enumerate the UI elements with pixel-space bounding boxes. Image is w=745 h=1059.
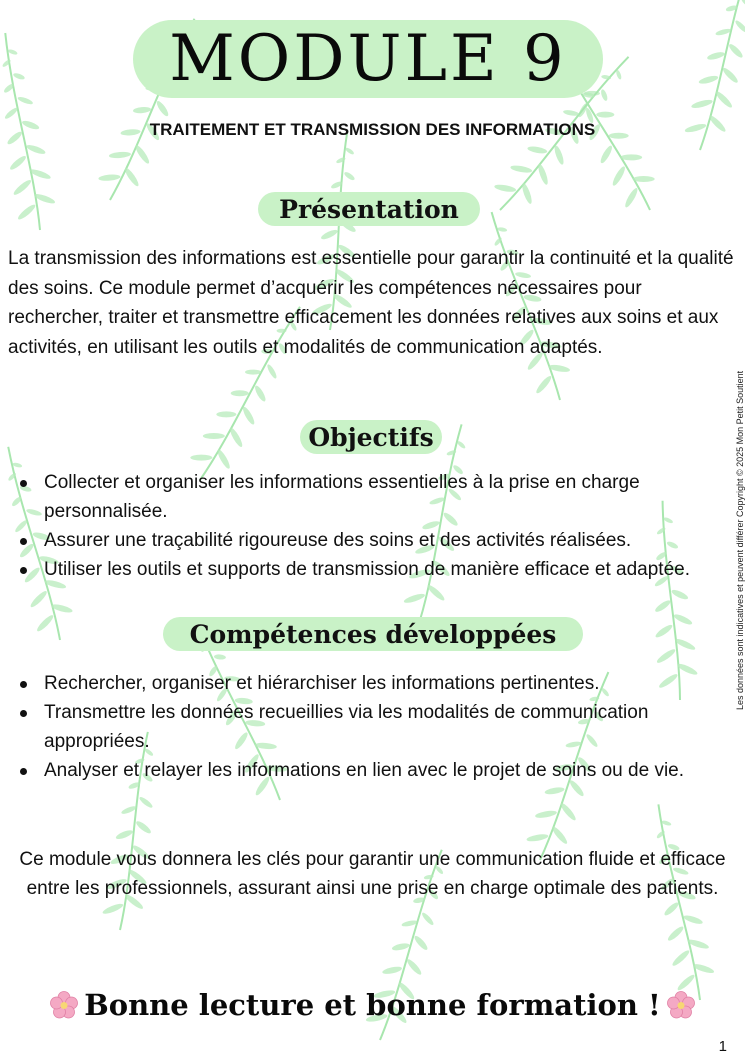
farewell-text: Bonne lecture et bonne formation ! <box>84 988 661 1022</box>
bullet-icon <box>20 567 27 574</box>
page-number: 1 <box>718 1038 727 1055</box>
competences-heading <box>163 617 583 651</box>
flower-icon <box>50 991 78 1019</box>
flower-icon <box>667 991 695 1019</box>
objectifs-heading <box>300 420 442 454</box>
module-title-pill <box>133 20 603 98</box>
bullet-icon <box>20 681 27 688</box>
list-item: Utiliser les outils et supports de transmission de manière efficace et adaptée. <box>0 555 730 584</box>
bullet-icon <box>20 768 27 775</box>
module-title: MODULE 9 <box>169 22 567 96</box>
bullet-icon <box>20 538 27 545</box>
bullet-icon <box>20 710 27 717</box>
copyright-notice: Les données sont indicatives et peuvent différer Copyright © 2025 Mon Petit Soutient <box>735 370 745 710</box>
closing-text: Ce module vous donnera les clés pour garantir une communication fluide et efficace entre les professionnels, assurant ainsi une prise en charge optimale des patients. <box>19 849 726 899</box>
presentation-heading-text: Présentation <box>279 194 459 224</box>
module-subtitle: TRAITEMENT ET TRANSMISSION DES INFORMATIONS <box>149 120 596 139</box>
competences-list <box>0 669 730 785</box>
competences-heading-text: Compétences développées <box>189 619 557 649</box>
list-item: Transmettre les données recueillies via les modalités de communication appropriées. <box>0 698 730 756</box>
bullet-icon <box>20 480 27 487</box>
list-item: Analyser et relayer les informations en lien avec le projet de soins ou de vie. <box>0 756 730 785</box>
list-item: Assurer une traçabilité rigoureuse des soins et des activités réalisées. <box>0 526 730 555</box>
objectifs-heading-text: Objectifs <box>308 422 434 452</box>
farewell-line <box>0 988 745 1022</box>
presentation-heading <box>258 192 480 226</box>
list-item: Collecter et organiser les informations essentielles à la prise en charge personnalisée. <box>0 468 730 526</box>
presentation-text: La transmission des informations est essentielle pour garantir la continuité et la qualité des soins. Ce module permet d’acquérir les compétences nécessaires pour rechercher, traiter et transmettre efficacement les données relatives aux soins et aux activités, en utilisant les outils et modalités de communication adaptés. <box>8 248 734 358</box>
list-item: Rechercher, organiser et hiérarchiser les informations pertinentes. <box>0 669 730 698</box>
objectifs-list <box>0 468 730 584</box>
